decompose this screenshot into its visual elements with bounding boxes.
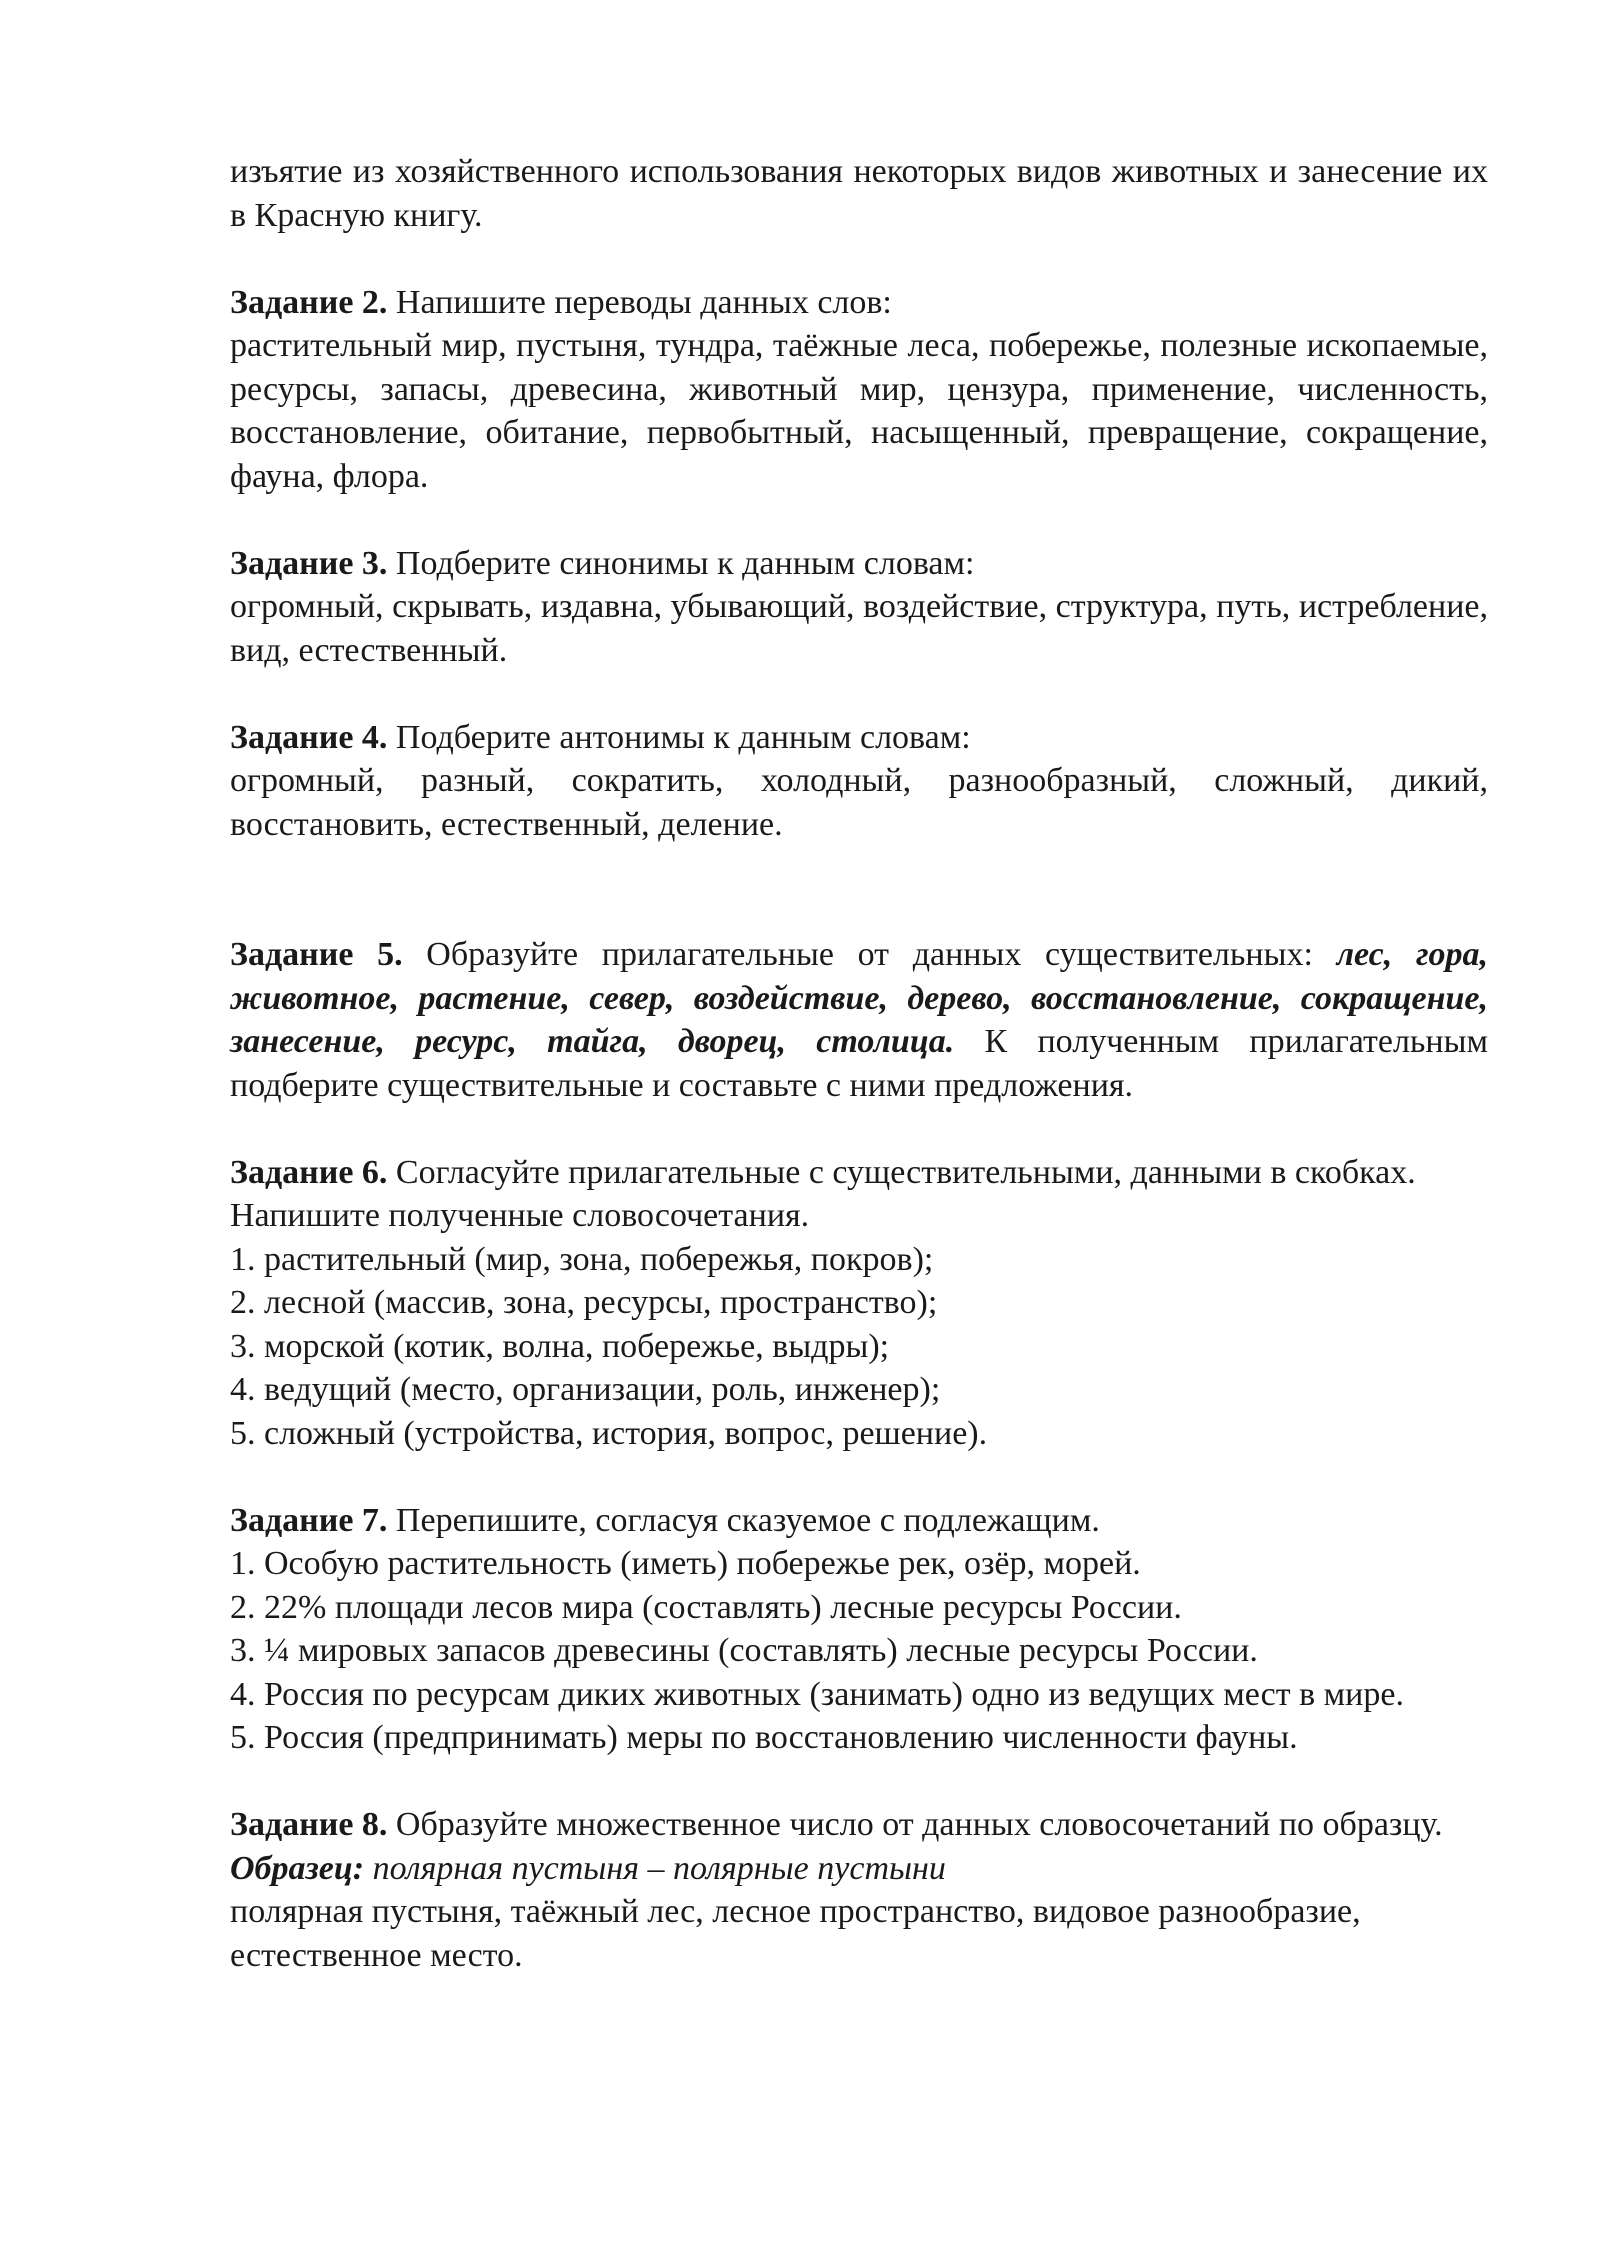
task-6-header bbox=[230, 1151, 1488, 1238]
task-8-sample-text: полярная пустыня – полярные пустыни bbox=[364, 1849, 946, 1887]
list-item: 4. ведущий (место, организации, роль, инженер); bbox=[230, 1371, 941, 1408]
intro-paragraph bbox=[230, 150, 1488, 237]
list-item: 2. 22% площади лесов мира (составлять) лесные ресурсы России. bbox=[230, 1588, 1182, 1626]
intro-text: изъятие из хозяйственного использования некоторых видов животных и занесение их в Красную книгу. bbox=[230, 153, 1488, 234]
task-4-words: огромный, разный, сократить, холодный, разнообразный, сложный, дикий, восстановить, естественный, деление. bbox=[230, 762, 1488, 843]
task-5-paragraph bbox=[230, 933, 1488, 1107]
task-8-sample-label: Образец: bbox=[230, 1849, 365, 1887]
task-7-instruction: Перепишите, согласуя сказуемое с подлежащим. bbox=[387, 1501, 1100, 1539]
list-item: 2. лесной (массив, зона, ресурсы, пространство); bbox=[230, 1284, 938, 1321]
spacer bbox=[230, 498, 1488, 542]
task-4-instruction: Подберите антонимы к данным словам: bbox=[387, 718, 971, 756]
task-8-sample bbox=[230, 1847, 1488, 1891]
spacer bbox=[230, 237, 1488, 281]
task-5-heading: Задание 5. bbox=[230, 936, 403, 973]
spacer bbox=[230, 672, 1488, 716]
document-body bbox=[230, 150, 1488, 1977]
task-6-heading: Задание 6. bbox=[230, 1153, 388, 1191]
task-3-heading: Задание 3. bbox=[230, 544, 388, 582]
list-item: 4. Россия по ресурсам диких животных (занимать) одно из ведущих мест в мире. bbox=[230, 1675, 1404, 1713]
task-2 bbox=[230, 281, 1488, 499]
task-3 bbox=[230, 542, 1488, 673]
spacer bbox=[230, 1455, 1488, 1499]
list-item: 5. Россия (предпринимать) меры по восстановлению численности фауны. bbox=[230, 1719, 1298, 1756]
task-2-words: растительный мир, пустыня, тундра, таёжные леса, побережье, полезные ископаемые, ресурсы, запасы, древесина, животный мир, цензура, применение, численность, восстановление, обитание, первобытный, насыщенный, превращение, сокращение, фауна, флора. bbox=[230, 327, 1488, 495]
task-5-nouns: лес, гора, животное, растение, север, воздействие, дерево, восстановление, сокращение, занесение, ресурс, тайга, дворец, столица. bbox=[230, 936, 1488, 1060]
task-8 bbox=[230, 1803, 1488, 1977]
task-6-list bbox=[230, 1238, 1488, 1456]
task-3-words: огромный, скрывать, издавна, убывающий, воздействие, структура, путь, истребление, вид, естественный. bbox=[230, 588, 1488, 669]
task-2-header bbox=[230, 281, 1488, 325]
task-2-instruction: Напишите переводы данных слов: bbox=[387, 283, 892, 321]
task-4-heading: Задание 4. bbox=[230, 718, 388, 756]
task-7-header bbox=[230, 1499, 1488, 1543]
task-6-instruction: Согласуйте прилагательные с существительными, данными в скобках. Напишите полученные словосочетания. bbox=[230, 1153, 1416, 1234]
spacer bbox=[230, 846, 1488, 933]
list-item: 3. морской (котик, волна, побережье, выдры); bbox=[230, 1327, 890, 1365]
list-item: 5. сложный (устройства, история, вопрос, решение). bbox=[230, 1414, 988, 1452]
task-5 bbox=[230, 933, 1488, 1107]
task-4-header bbox=[230, 716, 1488, 760]
task-3-header bbox=[230, 542, 1488, 586]
list-item: 3. ¼ мировых запасов древесины (составлять) лесные ресурсы России. bbox=[230, 1632, 1258, 1669]
spacer bbox=[230, 1107, 1488, 1151]
task-4 bbox=[230, 716, 1488, 847]
task-5-tail: К полученным прилагательным подберите существительные и составьте с ними предложения. bbox=[230, 1023, 1488, 1104]
task-6 bbox=[230, 1151, 1488, 1456]
task-8-instruction: Образуйте множественное число от данных словосочетаний по образцу. bbox=[387, 1806, 1443, 1843]
spacer bbox=[230, 1760, 1488, 1804]
task-8-heading: Задание 8. bbox=[230, 1806, 388, 1843]
task-8-header bbox=[230, 1803, 1488, 1847]
list-item: 1. Особую растительность (иметь) побережье рек, озёр, морей. bbox=[230, 1545, 1141, 1582]
task-2-heading: Задание 2. bbox=[230, 283, 388, 321]
task-7-heading: Задание 7. bbox=[230, 1501, 388, 1539]
task-7-list bbox=[230, 1542, 1488, 1760]
task-8-words: полярная пустыня, таёжный лес, лесное пространство, видовое разнообразие, естественное место. bbox=[230, 1893, 1361, 1974]
list-item: 1. растительный (мир, зона, побережья, покров); bbox=[230, 1240, 934, 1278]
task-7 bbox=[230, 1499, 1488, 1760]
task-5-instruction: Образуйте прилагательные от данных существительных: bbox=[402, 936, 1337, 973]
task-3-instruction: Подберите синонимы к данным словам: bbox=[387, 544, 975, 582]
